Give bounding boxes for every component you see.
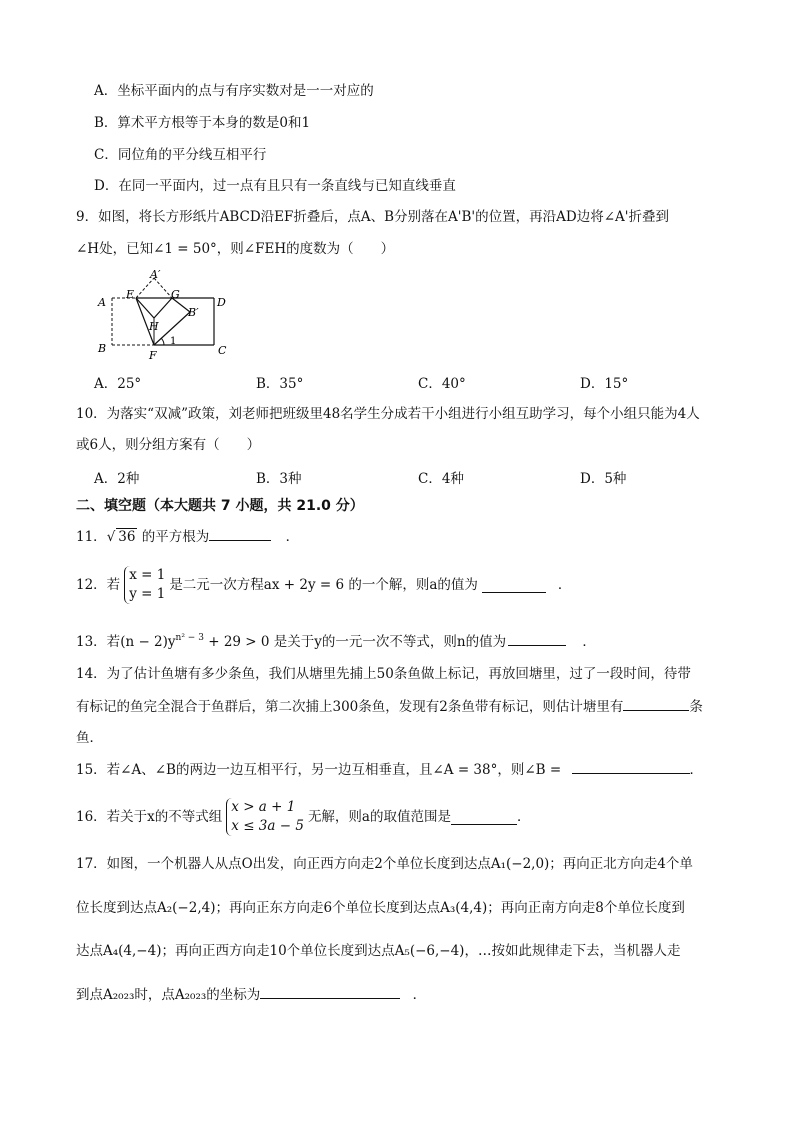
q10-options	[94, 467, 742, 487]
q15-answer-blank[interactable]	[572, 759, 690, 774]
q16-prefix: 16．若关于x的不等式组	[76, 809, 223, 825]
q8-option-c: C．同位角的平分线互相平行	[94, 147, 267, 163]
q17-line2: 位长度到达点A₂(−2,4)；再向正东方向走6个单位长度到达点A₃(4,4)；再向正南方向走8个单位长度到	[76, 900, 685, 916]
q12-prefix: 12．若	[76, 577, 121, 593]
q11-prefix: 11．	[76, 529, 107, 545]
q9-option-d: D．15°	[580, 376, 629, 392]
q8-option-b: B．算术平方根等于本身的数是0和1	[94, 115, 311, 131]
q16-answer-blank[interactable]	[451, 810, 517, 825]
q9-folding-figure	[92, 268, 242, 368]
fig-label-g: G	[171, 288, 180, 301]
q16-ineq1: x > a + 1	[231, 799, 296, 815]
q14-line2	[76, 696, 703, 717]
section-heading-fill-in: 二、填空题（本大题共 7 小题，共 21.0 分）	[76, 498, 364, 514]
q12	[76, 566, 571, 604]
q17-line1: 17．如图，一个机器人从点O出发，向正西方向走2个单位长度到达点A₁(−2,0)；再向正北方向走4个单	[76, 856, 693, 872]
q13	[76, 628, 596, 652]
q10-option-a: A．2种	[94, 471, 140, 487]
fig-label-b-prime: B′	[188, 306, 199, 319]
q16-system	[226, 798, 304, 836]
q16	[76, 798, 531, 836]
q14-line1: 14．为了估计鱼塘有多少条鱼，我们从塘里先捕上50条鱼做上标记，再放回塘里，过了一段时间，待带	[76, 666, 691, 682]
q15-end: ．	[689, 762, 703, 778]
q9-stem-line2: ∠H处，已知∠1 = 50°，则∠FEH的度数为（ ）	[76, 241, 395, 257]
q8-option-d: D．在同一平面内，过一点有且只有一条直线与已知直线垂直	[94, 178, 456, 194]
fig-label-c: C	[218, 344, 227, 357]
q11-radicand: 36	[118, 529, 136, 545]
q17-line3: 达点A₄(4,−4)；再向正西方向走10个单位长度到达点A₅(−6,−4)，…按如此规律走下去，当机器人走	[76, 943, 681, 959]
q8-option-a: A．坐标平面内的点与有序实数对是一一对应的	[94, 83, 374, 99]
q12-eq2: y = 1	[129, 586, 166, 602]
fig-label-b: B	[98, 342, 107, 355]
q12-end: ．	[557, 577, 572, 593]
q9-option-c: C．40°	[418, 376, 466, 392]
q16-ineq2: x ≤ 3a − 5	[231, 818, 304, 834]
q10-option-b: B．3种	[256, 471, 302, 487]
q10-stem-line2: 或6人，则分组方案有（ ）	[76, 437, 261, 453]
q13-answer-blank[interactable]	[508, 631, 566, 646]
q16-end: ．	[517, 809, 531, 825]
q12-text: 是二元一次方程ax + 2y = 6 的一个解，则a的值为	[169, 577, 478, 593]
q9-stem-line1: 9．如图，将长方形纸片ABCD沿EF折叠后，点A、B分别落在A'B'的位置，再沿AD边将∠A'折叠到	[76, 209, 669, 225]
q9-option-b: B．35°	[256, 376, 304, 392]
fig-label-d: D	[217, 296, 226, 309]
q10-option-d: D．5种	[580, 471, 627, 487]
q10-option-c: C．4种	[418, 471, 464, 487]
q11-end: ．	[285, 529, 300, 545]
q12-system	[124, 566, 165, 604]
q14-line3: 鱼．	[76, 730, 103, 746]
q17-line4-text: 到点A₂₀₂₃时，点A₂₀₂₃的坐标为	[76, 987, 261, 1003]
q13-end: ．	[582, 634, 596, 650]
q10-stem-line1: 10．为落实“双减”政策，刘老师把班级里48名学生分成若干小组进行小组互助学习，每个小组只能为4人	[76, 406, 700, 422]
q17-end: ．	[412, 987, 427, 1003]
q12-answer-blank[interactable]	[482, 578, 546, 593]
q12-eq1: x = 1	[129, 567, 166, 583]
fig-label-e: E	[126, 288, 135, 301]
q14-line2-text: 有标记的鱼完全混合于鱼群后，第二次捕上300条鱼，发现有2条鱼带有标记，则估计塘里有	[76, 699, 624, 715]
q11-text: 的平方根为	[141, 529, 210, 545]
fig-label-h: H	[149, 320, 159, 333]
q13-exponent: n² − 3	[175, 633, 204, 643]
q15	[76, 759, 703, 780]
q11-answer-blank[interactable]	[209, 526, 271, 541]
q14-answer-blank[interactable]	[623, 696, 689, 711]
q9-options	[94, 372, 742, 392]
q17-answer-blank[interactable]	[260, 984, 400, 999]
fig-label-a-prime: A′	[150, 268, 161, 281]
q15-text: 15．若∠A、∠B的两边一边互相平行，另一边互相垂直，且∠A = 38°，则∠B =	[76, 762, 562, 778]
fig-label-f: F	[149, 349, 157, 362]
q11: 11．√ 36 的平方根为 ．	[76, 526, 299, 547]
q13-rest: + 29 > 0 是关于y的一元一次不等式，则n的值为	[203, 634, 507, 650]
q16-text: 无解，则a的取值范围是	[307, 809, 451, 825]
q9-option-a: A．25°	[94, 376, 142, 392]
q14-line2-end: 条	[689, 699, 703, 715]
q17-line4	[76, 984, 426, 1005]
fig-label-one: 1	[170, 336, 177, 347]
fig-label-a: A	[98, 296, 106, 309]
q13-prefix: 13．若	[76, 634, 121, 650]
q13-expr: (n − 2)y	[120, 634, 176, 650]
